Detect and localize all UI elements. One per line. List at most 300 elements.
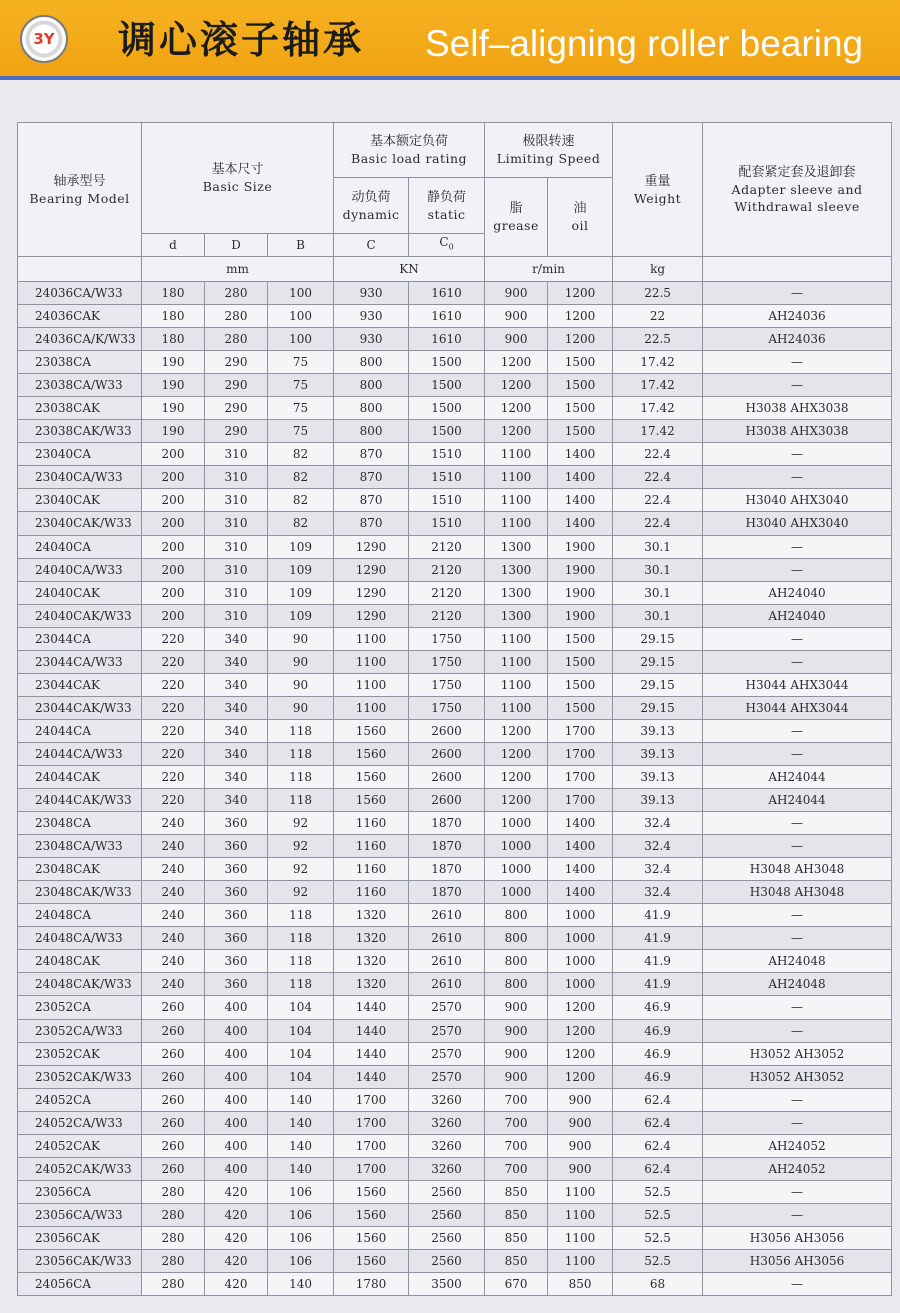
cell-weight: 52.5 xyxy=(613,1203,703,1226)
cell-d: 280 xyxy=(142,1273,205,1296)
cell-model: 23048CA xyxy=(18,812,142,835)
cell-big-d: 360 xyxy=(205,858,268,881)
cell-sleeve: — xyxy=(703,835,892,858)
dynamic-header xyxy=(334,178,409,234)
cell-oil-speed: 1500 xyxy=(548,420,613,443)
cell-oil-speed: 1400 xyxy=(548,858,613,881)
cell-grease-speed: 1000 xyxy=(485,858,548,881)
cell-weight: 22.4 xyxy=(613,489,703,512)
cell-oil-speed: 1700 xyxy=(548,719,613,742)
cell-big-d: 400 xyxy=(205,1134,268,1157)
cell-weight: 32.4 xyxy=(613,881,703,904)
cell-big-d: 340 xyxy=(205,627,268,650)
symbol-c0: $C_0$ xyxy=(409,234,485,257)
cell-dynamic-load: 800 xyxy=(334,420,409,443)
cell-sleeve: AH24052 xyxy=(703,1157,892,1180)
cell-b: 140 xyxy=(268,1157,334,1180)
cell-d: 240 xyxy=(142,881,205,904)
cell-d: 180 xyxy=(142,282,205,305)
cell-model: 24052CA/W33 xyxy=(18,1111,142,1134)
cell-sleeve: — xyxy=(703,927,892,950)
cell-b: 75 xyxy=(268,397,334,420)
cell-model: 24036CAK xyxy=(18,305,142,328)
cell-grease-speed: 700 xyxy=(485,1088,548,1111)
cell-model: 23052CA xyxy=(18,996,142,1019)
cell-model: 24048CA/W33 xyxy=(18,927,142,950)
cell-static-load: 2600 xyxy=(409,719,485,742)
cell-d: 260 xyxy=(142,1111,205,1134)
table-row xyxy=(18,1111,892,1134)
oil-header xyxy=(548,178,613,257)
cell-model: 24040CA xyxy=(18,535,142,558)
cell-big-d: 310 xyxy=(205,581,268,604)
table-row xyxy=(18,1042,892,1065)
cell-grease-speed: 900 xyxy=(485,996,548,1019)
cell-grease-speed: 1200 xyxy=(485,397,548,420)
cell-weight: 39.13 xyxy=(613,742,703,765)
cell-big-d: 310 xyxy=(205,535,268,558)
cell-big-d: 360 xyxy=(205,950,268,973)
cell-weight: 30.1 xyxy=(613,535,703,558)
cell-b: 104 xyxy=(268,1042,334,1065)
cell-d: 190 xyxy=(142,351,205,374)
cell-big-d: 420 xyxy=(205,1249,268,1272)
cell-sleeve: H3052 AH3052 xyxy=(703,1042,892,1065)
cell-oil-speed: 1700 xyxy=(548,742,613,765)
cell-sleeve: H3056 AH3056 xyxy=(703,1226,892,1249)
cell-model: 24048CAK/W33 xyxy=(18,973,142,996)
cell-d: 200 xyxy=(142,604,205,627)
cell-dynamic-load: 930 xyxy=(334,305,409,328)
cell-b: 118 xyxy=(268,765,334,788)
cell-b: 118 xyxy=(268,789,334,812)
cell-d: 240 xyxy=(142,927,205,950)
cell-d: 260 xyxy=(142,1019,205,1042)
cell-weight: 32.4 xyxy=(613,812,703,835)
cell-weight: 52.5 xyxy=(613,1226,703,1249)
cell-b: 106 xyxy=(268,1180,334,1203)
cell-b: 109 xyxy=(268,558,334,581)
cell-d: 220 xyxy=(142,650,205,673)
cell-d: 200 xyxy=(142,535,205,558)
cell-model: 24036CA/K/W33 xyxy=(18,328,142,351)
cell-b: 104 xyxy=(268,1065,334,1088)
cell-sleeve: — xyxy=(703,719,892,742)
cell-weight: 22 xyxy=(613,305,703,328)
cell-sleeve: AH24044 xyxy=(703,789,892,812)
cell-big-d: 290 xyxy=(205,374,268,397)
cell-sleeve: — xyxy=(703,1111,892,1134)
symbol-c0-text: C xyxy=(439,235,449,250)
cell-model: 23044CAK xyxy=(18,673,142,696)
cell-sleeve: — xyxy=(703,904,892,927)
sleeve-header-cn: 配套紧定套及退卸套 xyxy=(738,165,856,180)
cell-model: 23038CAK/W33 xyxy=(18,420,142,443)
cell-b: 90 xyxy=(268,627,334,650)
unit-mm: mm xyxy=(142,257,334,282)
cell-d: 240 xyxy=(142,950,205,973)
cell-sleeve: H3040 AHX3040 xyxy=(703,512,892,535)
unit-blank-sleeve xyxy=(703,257,892,282)
cell-oil-speed: 1700 xyxy=(548,789,613,812)
size-header xyxy=(142,123,334,234)
cell-big-d: 280 xyxy=(205,305,268,328)
cell-static-load: 3260 xyxy=(409,1111,485,1134)
cell-sleeve: H3044 AHX3044 xyxy=(703,696,892,719)
cell-d: 280 xyxy=(142,1249,205,1272)
page-title-english: Self–aligning roller bearing xyxy=(425,23,864,64)
table-row xyxy=(18,789,892,812)
table-row xyxy=(18,512,892,535)
dynamic-header-en: dynamic xyxy=(342,206,400,222)
table-row xyxy=(18,904,892,927)
cell-dynamic-load: 1160 xyxy=(334,881,409,904)
cell-grease-speed: 1300 xyxy=(485,558,548,581)
cell-oil-speed: 1900 xyxy=(548,558,613,581)
table-row xyxy=(18,328,892,351)
cell-big-d: 400 xyxy=(205,1088,268,1111)
cell-dynamic-load: 1320 xyxy=(334,927,409,950)
cell-static-load: 1510 xyxy=(409,512,485,535)
cell-big-d: 310 xyxy=(205,443,268,466)
grease-header-en: grease xyxy=(493,218,539,233)
cell-oil-speed: 1000 xyxy=(548,973,613,996)
cell-sleeve: — xyxy=(703,558,892,581)
cell-dynamic-load: 1290 xyxy=(334,535,409,558)
cell-weight: 41.9 xyxy=(613,904,703,927)
cell-grease-speed: 800 xyxy=(485,927,548,950)
cell-b: 118 xyxy=(268,950,334,973)
cell-big-d: 400 xyxy=(205,1065,268,1088)
cell-weight: 22.4 xyxy=(613,512,703,535)
cell-grease-speed: 1100 xyxy=(485,466,548,489)
cell-d: 240 xyxy=(142,973,205,996)
cell-d: 220 xyxy=(142,673,205,696)
table-row xyxy=(18,1249,892,1272)
cell-d: 200 xyxy=(142,581,205,604)
cell-d: 280 xyxy=(142,1226,205,1249)
cell-static-load: 2570 xyxy=(409,996,485,1019)
cell-model: 24040CAK xyxy=(18,581,142,604)
cell-sleeve: AH24048 xyxy=(703,973,892,996)
cell-static-load: 3260 xyxy=(409,1157,485,1180)
cell-oil-speed: 1200 xyxy=(548,1042,613,1065)
cell-sleeve: — xyxy=(703,627,892,650)
cell-oil-speed: 1500 xyxy=(548,673,613,696)
cell-sleeve: — xyxy=(703,443,892,466)
cell-dynamic-load: 1100 xyxy=(334,627,409,650)
cell-static-load: 2610 xyxy=(409,927,485,950)
cell-sleeve: — xyxy=(703,1203,892,1226)
cell-sleeve: H3056 AH3056 xyxy=(703,1249,892,1272)
cell-dynamic-load: 1440 xyxy=(334,1065,409,1088)
cell-weight: 22.5 xyxy=(613,328,703,351)
cell-static-load: 2120 xyxy=(409,558,485,581)
cell-sleeve: H3044 AHX3044 xyxy=(703,673,892,696)
cell-weight: 17.42 xyxy=(613,374,703,397)
cell-dynamic-load: 1100 xyxy=(334,696,409,719)
cell-static-load: 1510 xyxy=(409,489,485,512)
cell-model: 24036CA/W33 xyxy=(18,282,142,305)
oil-header-cn: 油 xyxy=(573,201,587,216)
cell-dynamic-load: 1100 xyxy=(334,673,409,696)
cell-static-load: 1750 xyxy=(409,673,485,696)
cell-d: 260 xyxy=(142,1134,205,1157)
cell-dynamic-load: 1160 xyxy=(334,835,409,858)
cell-sleeve: — xyxy=(703,742,892,765)
cell-dynamic-load: 1560 xyxy=(334,719,409,742)
cell-static-load: 1500 xyxy=(409,397,485,420)
cell-oil-speed: 1900 xyxy=(548,604,613,627)
cell-big-d: 360 xyxy=(205,835,268,858)
cell-model: 24052CAK xyxy=(18,1134,142,1157)
cell-dynamic-load: 1780 xyxy=(334,1273,409,1296)
cell-d: 240 xyxy=(142,858,205,881)
cell-static-load: 1870 xyxy=(409,812,485,835)
unit-kn: KN xyxy=(334,257,485,282)
cell-oil-speed: 1400 xyxy=(548,835,613,858)
cell-big-d: 420 xyxy=(205,1273,268,1296)
grease-header xyxy=(485,178,548,257)
cell-b: 100 xyxy=(268,305,334,328)
cell-sleeve: H3048 AH3048 xyxy=(703,858,892,881)
cell-sleeve: AH24048 xyxy=(703,950,892,973)
cell-grease-speed: 800 xyxy=(485,950,548,973)
cell-big-d: 280 xyxy=(205,282,268,305)
cell-grease-speed: 670 xyxy=(485,1273,548,1296)
cell-static-load: 1500 xyxy=(409,351,485,374)
cell-sleeve: — xyxy=(703,1180,892,1203)
cell-b: 140 xyxy=(268,1088,334,1111)
cell-grease-speed: 1100 xyxy=(485,489,548,512)
model-header-en: Bearing Model xyxy=(29,190,130,206)
cell-sleeve: — xyxy=(703,1273,892,1296)
load-header xyxy=(334,123,485,178)
cell-oil-speed: 1500 xyxy=(548,696,613,719)
cell-oil-speed: 1100 xyxy=(548,1180,613,1203)
cell-weight: 39.13 xyxy=(613,719,703,742)
symbol-d: d xyxy=(142,234,205,257)
cell-b: 82 xyxy=(268,443,334,466)
speed-header-cn: 极限转速 xyxy=(522,134,575,149)
cell-model: 23056CA/W33 xyxy=(18,1203,142,1226)
cell-model: 24048CA xyxy=(18,904,142,927)
cell-big-d: 290 xyxy=(205,351,268,374)
cell-dynamic-load: 930 xyxy=(334,328,409,351)
cell-dynamic-load: 1700 xyxy=(334,1157,409,1180)
table-row xyxy=(18,812,892,835)
cell-sleeve: — xyxy=(703,650,892,673)
cell-sleeve: H3038 AHX3038 xyxy=(703,397,892,420)
cell-d: 260 xyxy=(142,1042,205,1065)
cell-static-load: 1750 xyxy=(409,696,485,719)
cell-sleeve: H3048 AH3048 xyxy=(703,881,892,904)
cell-dynamic-load: 1100 xyxy=(334,650,409,673)
cell-sleeve: — xyxy=(703,812,892,835)
bearing-spec-table xyxy=(17,122,892,1296)
cell-b: 92 xyxy=(268,881,334,904)
cell-oil-speed: 1500 xyxy=(548,627,613,650)
table-row xyxy=(18,305,892,328)
cell-grease-speed: 1100 xyxy=(485,627,548,650)
cell-weight: 30.1 xyxy=(613,558,703,581)
cell-model: 23038CA xyxy=(18,351,142,374)
cell-oil-speed: 1700 xyxy=(548,765,613,788)
cell-static-load: 2560 xyxy=(409,1203,485,1226)
cell-weight: 30.1 xyxy=(613,581,703,604)
cell-dynamic-load: 1320 xyxy=(334,973,409,996)
cell-grease-speed: 850 xyxy=(485,1203,548,1226)
cell-d: 260 xyxy=(142,1157,205,1180)
cell-b: 90 xyxy=(268,650,334,673)
cell-b: 140 xyxy=(268,1273,334,1296)
cell-model: 23056CAK/W33 xyxy=(18,1249,142,1272)
cell-grease-speed: 700 xyxy=(485,1157,548,1180)
cell-model: 23040CAK xyxy=(18,489,142,512)
cell-oil-speed: 1100 xyxy=(548,1226,613,1249)
table-row xyxy=(18,950,892,973)
cell-oil-speed: 1200 xyxy=(548,1019,613,1042)
cell-dynamic-load: 1700 xyxy=(334,1088,409,1111)
cell-big-d: 280 xyxy=(205,328,268,351)
cell-weight: 30.1 xyxy=(613,604,703,627)
cell-grease-speed: 1100 xyxy=(485,650,548,673)
cell-d: 220 xyxy=(142,742,205,765)
cell-static-load: 2560 xyxy=(409,1180,485,1203)
table-row xyxy=(18,927,892,950)
cell-static-load: 2610 xyxy=(409,950,485,973)
cell-model: 23056CA xyxy=(18,1180,142,1203)
cell-model: 23056CAK xyxy=(18,1226,142,1249)
cell-sleeve: AH24040 xyxy=(703,581,892,604)
weight-header-en: Weight xyxy=(633,190,682,206)
cell-grease-speed: 900 xyxy=(485,1019,548,1042)
cell-b: 106 xyxy=(268,1203,334,1226)
cell-sleeve: — xyxy=(703,282,892,305)
cell-d: 260 xyxy=(142,996,205,1019)
cell-dynamic-load: 870 xyxy=(334,489,409,512)
table-row xyxy=(18,443,892,466)
cell-big-d: 420 xyxy=(205,1203,268,1226)
cell-weight: 17.42 xyxy=(613,397,703,420)
cell-grease-speed: 1100 xyxy=(485,673,548,696)
cell-dynamic-load: 800 xyxy=(334,374,409,397)
cell-static-load: 2570 xyxy=(409,1065,485,1088)
table-row xyxy=(18,696,892,719)
cell-sleeve: AH24052 xyxy=(703,1134,892,1157)
cell-d: 260 xyxy=(142,1065,205,1088)
cell-sleeve: — xyxy=(703,1088,892,1111)
cell-oil-speed: 1400 xyxy=(548,512,613,535)
cell-b: 109 xyxy=(268,581,334,604)
cell-grease-speed: 900 xyxy=(485,305,548,328)
cell-b: 90 xyxy=(268,673,334,696)
cell-model: 24044CAK/W33 xyxy=(18,789,142,812)
model-header-cn: 轴承型号 xyxy=(53,173,106,189)
cell-static-load: 2570 xyxy=(409,1019,485,1042)
cell-b: 118 xyxy=(268,719,334,742)
cell-b: 75 xyxy=(268,374,334,397)
cell-model: 24052CA xyxy=(18,1088,142,1111)
cell-b: 100 xyxy=(268,282,334,305)
cell-model: 23044CAK/W33 xyxy=(18,696,142,719)
table-row xyxy=(18,351,892,374)
cell-grease-speed: 850 xyxy=(485,1180,548,1203)
cell-grease-speed: 1000 xyxy=(485,812,548,835)
cell-oil-speed: 1500 xyxy=(548,374,613,397)
cell-sleeve: H3040 AHX3040 xyxy=(703,489,892,512)
cell-oil-speed: 1000 xyxy=(548,927,613,950)
cell-weight: 41.9 xyxy=(613,950,703,973)
cell-big-d: 310 xyxy=(205,558,268,581)
cell-d: 240 xyxy=(142,904,205,927)
cell-big-d: 420 xyxy=(205,1226,268,1249)
logo-text: 3Y xyxy=(33,30,55,48)
table-row xyxy=(18,881,892,904)
cell-static-load: 3260 xyxy=(409,1134,485,1157)
weight-header-cn: 重量 xyxy=(644,173,671,189)
cell-dynamic-load: 870 xyxy=(334,512,409,535)
cell-grease-speed: 1200 xyxy=(485,742,548,765)
cell-static-load: 2570 xyxy=(409,1042,485,1065)
cell-d: 190 xyxy=(142,374,205,397)
cell-dynamic-load: 1560 xyxy=(334,1226,409,1249)
cell-dynamic-load: 1700 xyxy=(334,1134,409,1157)
cell-static-load: 3500 xyxy=(409,1273,485,1296)
speed-header-en: Limiting Speed xyxy=(496,151,601,166)
table-row xyxy=(18,627,892,650)
cell-grease-speed: 1200 xyxy=(485,374,548,397)
cell-model: 23038CAK xyxy=(18,397,142,420)
cell-b: 104 xyxy=(268,1019,334,1042)
cell-sleeve: — xyxy=(703,1019,892,1042)
cell-grease-speed: 1000 xyxy=(485,881,548,904)
cell-oil-speed: 1900 xyxy=(548,581,613,604)
cell-d: 190 xyxy=(142,397,205,420)
table-row xyxy=(18,1065,892,1088)
cell-sleeve: — xyxy=(703,351,892,374)
cell-model: 23052CAK xyxy=(18,1042,142,1065)
table-row xyxy=(18,996,892,1019)
cell-sleeve: AH24036 xyxy=(703,305,892,328)
cell-b: 118 xyxy=(268,904,334,927)
cell-weight: 22.4 xyxy=(613,466,703,489)
cell-big-d: 340 xyxy=(205,719,268,742)
table-row xyxy=(18,374,892,397)
cell-dynamic-load: 800 xyxy=(334,397,409,420)
cell-d: 240 xyxy=(142,835,205,858)
cell-oil-speed: 1400 xyxy=(548,443,613,466)
cell-dynamic-load: 930 xyxy=(334,282,409,305)
cell-dynamic-load: 1560 xyxy=(334,1249,409,1272)
cell-weight: 62.4 xyxy=(613,1088,703,1111)
cell-big-d: 310 xyxy=(205,466,268,489)
table-row xyxy=(18,673,892,696)
cell-weight: 62.4 xyxy=(613,1157,703,1180)
cell-grease-speed: 1100 xyxy=(485,512,548,535)
cell-static-load: 2600 xyxy=(409,789,485,812)
cell-dynamic-load: 1560 xyxy=(334,1203,409,1226)
cell-grease-speed: 850 xyxy=(485,1249,548,1272)
grease-header-cn: 脂 xyxy=(509,201,523,216)
cell-oil-speed: 1000 xyxy=(548,950,613,973)
cell-d: 220 xyxy=(142,789,205,812)
cell-b: 109 xyxy=(268,535,334,558)
static-header-en: static xyxy=(427,206,466,222)
cell-static-load: 2120 xyxy=(409,535,485,558)
table-row xyxy=(18,1088,892,1111)
cell-big-d: 340 xyxy=(205,673,268,696)
